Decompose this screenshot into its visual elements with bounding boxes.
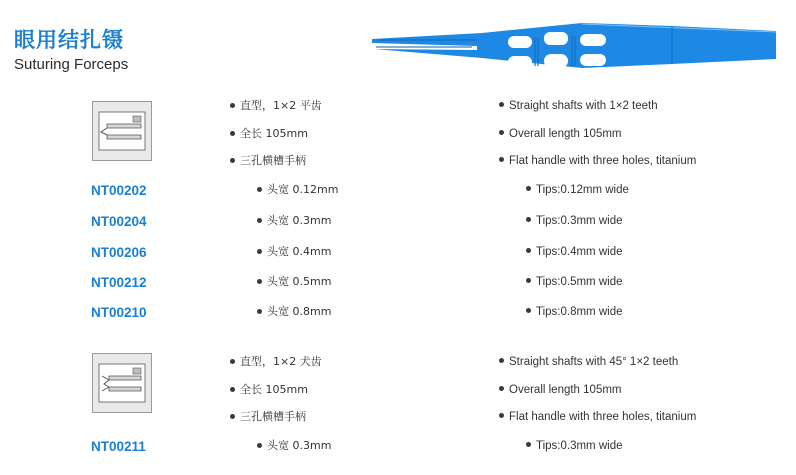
tip-text: Tips:0.8mm wide (536, 306, 623, 318)
tip-width-cn (257, 275, 331, 289)
spec-text: 直型，1×2 犬齿 (240, 355, 322, 368)
tip-width-en (526, 245, 623, 259)
tip-text: Tips:0.5mm wide (536, 276, 623, 288)
spec-cn-handle (230, 410, 306, 424)
tip-width-cn (257, 183, 338, 197)
tip-width-cn (257, 305, 331, 319)
spec-text: 全长 105mm (240, 383, 308, 396)
product-code: NT00204 (91, 214, 147, 229)
spec-en-length (499, 383, 622, 397)
spec-cn-teeth (230, 355, 322, 369)
tip-text: 头宽 0.8mm (267, 305, 332, 318)
spec-text: Overall length 105mm (509, 384, 622, 396)
tip-text: 头宽 0.3mm (267, 214, 332, 227)
tip-width-en (526, 275, 623, 289)
spec-en-teeth (499, 355, 678, 369)
forceps-image (372, 16, 786, 78)
product-code: NT00202 (91, 183, 147, 198)
spec-text: Straight shafts with 45° 1×2 teeth (509, 356, 679, 368)
tip-width-cn (257, 439, 331, 453)
tip-text: 头宽 0.5mm (267, 275, 332, 288)
product-code: NT00212 (91, 275, 147, 290)
tip-text: 头宽 0.3mm (267, 439, 332, 452)
spec-text: Flat handle with three holes, titanium (509, 155, 697, 167)
spec-en-teeth (499, 99, 658, 113)
spec-en-handle (499, 410, 696, 424)
tip-text: Tips:0.12mm wide (536, 184, 629, 196)
tip-width-cn (257, 245, 331, 259)
tip-text: 头宽 0.12mm (267, 183, 339, 196)
spec-en-length (499, 127, 622, 141)
spec-text: Overall length 105mm (509, 128, 622, 140)
spec-cn-handle (230, 154, 306, 168)
spec-text: 三孔横槽手柄 (240, 154, 306, 167)
spec-cn-length (230, 127, 308, 141)
tip-detail-thumbnail (92, 101, 152, 161)
tip-width-en (526, 214, 623, 228)
tip-text: Tips:0.4mm wide (536, 246, 623, 258)
spec-text: 三孔横槽手柄 (240, 410, 306, 423)
tip-width-en (526, 305, 623, 319)
spec-cn-teeth (230, 99, 322, 113)
spec-text: Flat handle with three holes, titanium (509, 411, 697, 423)
product-code: NT00206 (91, 245, 147, 260)
spec-text: 全长 105mm (240, 127, 308, 140)
spec-en-handle (499, 154, 696, 168)
spec-text: 直型，1×2 平齿 (240, 99, 322, 112)
tip-detail-thumbnail (92, 353, 152, 413)
tip-text: 头宽 0.4mm (267, 245, 332, 258)
product-code: NT00210 (91, 305, 147, 320)
product-title-cn: 眼用结扎镊 (14, 28, 124, 52)
spec-text: Straight shafts with 1×2 teeth (509, 100, 658, 112)
product-code: NT00211 (91, 439, 146, 454)
spec-cn-length (230, 383, 308, 397)
tip-text: Tips:0.3mm wide (536, 215, 623, 227)
tip-width-en (526, 183, 629, 197)
tip-text: Tips:0.3mm wide (536, 440, 623, 452)
tip-width-cn (257, 214, 331, 228)
product-title-en: Suturing Forceps (14, 56, 129, 73)
tip-width-en (526, 439, 623, 453)
